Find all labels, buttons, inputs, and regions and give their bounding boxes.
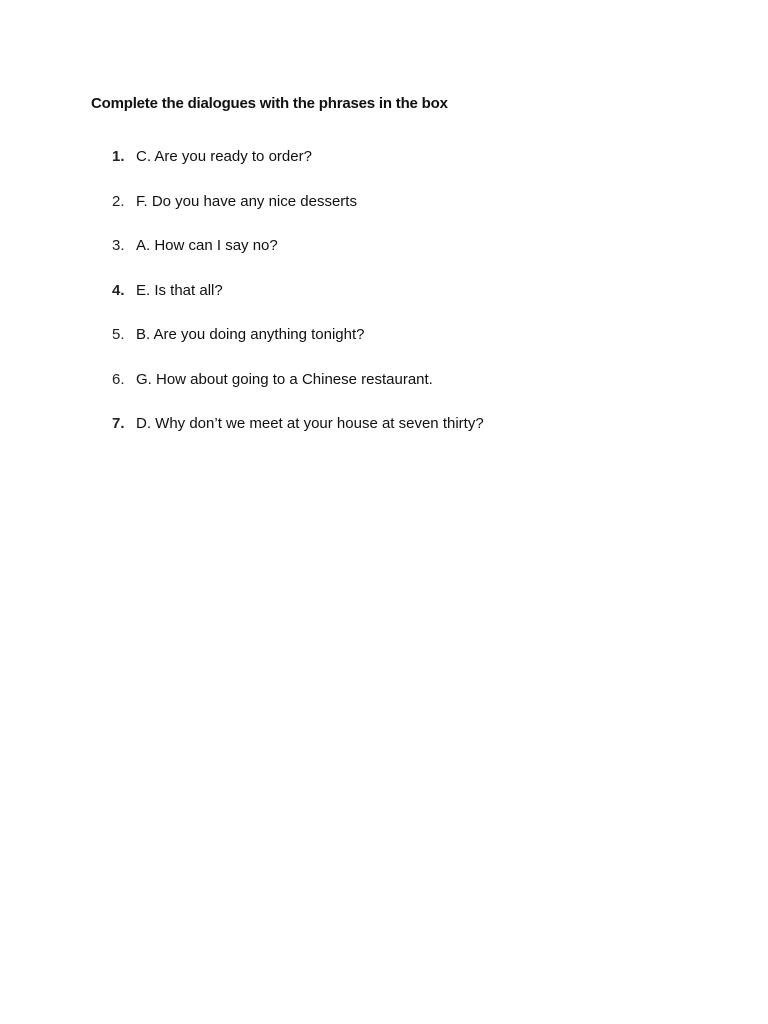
answer-number: 1.	[112, 148, 125, 165]
answer-item-4	[112, 282, 484, 327]
answer-number: 6.	[112, 370, 125, 388]
page-heading: Complete the dialogues with the phrases in the box	[91, 95, 448, 112]
answer-item-1	[112, 148, 484, 193]
answer-text: G. How about going to a Chinese restaurant.	[136, 370, 433, 388]
answer-item-5	[112, 326, 484, 371]
answer-item-3	[112, 237, 484, 282]
answer-text: C. Are you ready to order?	[136, 148, 312, 165]
answer-number: 7.	[112, 415, 125, 432]
answer-item-7	[112, 415, 484, 460]
answer-number: 3.	[112, 237, 125, 254]
answer-text: A. How can I say no?	[136, 237, 278, 254]
answer-text: F. Do you have any nice desserts	[136, 192, 357, 210]
answer-text: E. Is that all?	[136, 281, 223, 299]
answer-number: 5.	[112, 326, 125, 343]
answer-item-2	[112, 193, 484, 238]
answer-text: B. Are you doing anything tonight?	[136, 326, 365, 343]
answer-text: D. Why don’t we meet at your house at seven thirty?	[136, 415, 484, 432]
answer-list	[112, 148, 484, 460]
answer-number: 4.	[112, 281, 125, 299]
answer-item-6	[112, 371, 484, 416]
answer-number: 2.	[112, 192, 125, 210]
